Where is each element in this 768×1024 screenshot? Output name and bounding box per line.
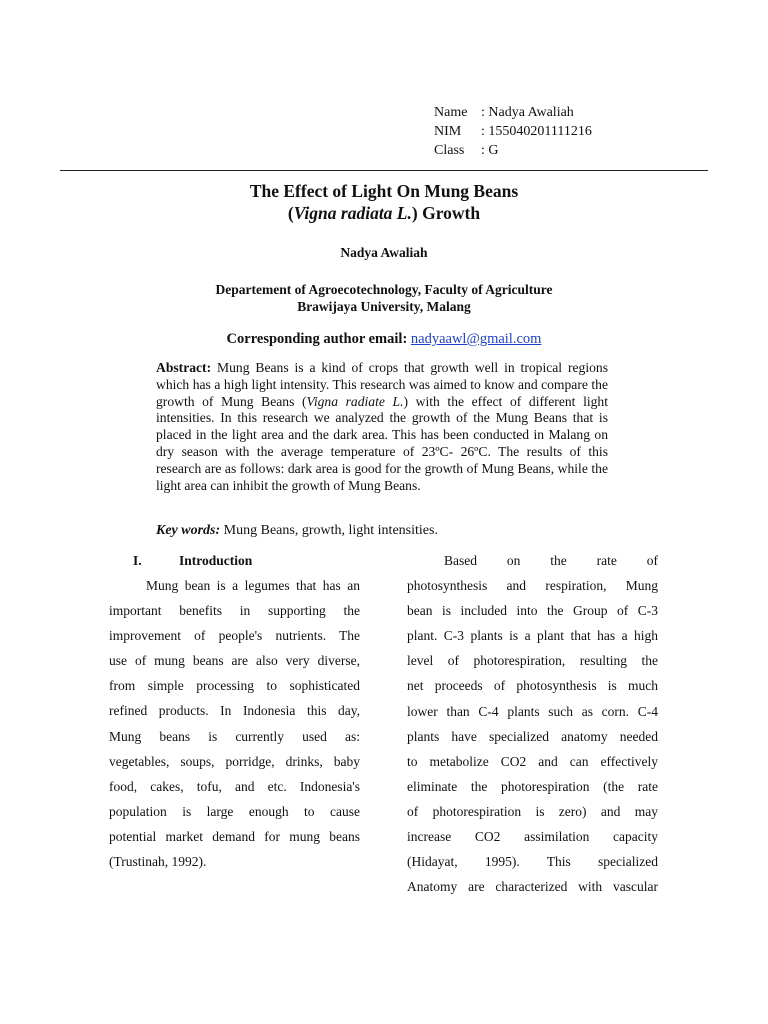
name-label: Name: [434, 105, 468, 120]
corresponding-label: Corresponding author email:: [226, 331, 408, 347]
left-line: from simple processing to sophisticated: [109, 678, 360, 694]
right-line: Based on the rate of: [444, 553, 658, 568]
left-line: improvement of people's nutrients. The: [109, 628, 360, 644]
abstract-species: Vigna radiate L.: [306, 393, 404, 409]
nim-value: : 155040201111216: [481, 124, 592, 139]
name-value: : Nadya Awaliah: [481, 105, 574, 120]
right-line: net proceeds of photosynthesis is much: [407, 678, 658, 694]
section-title: Introduction: [179, 553, 253, 568]
right-line: plant. C-3 plants is a plant that has a high: [407, 628, 658, 644]
right-line: eliminate the photorespiration (the rate: [407, 778, 658, 794]
left-line: vegetables, soups, porridge, drinks, baby: [109, 753, 360, 769]
right-line: plants have specialized anatomy needed: [407, 728, 658, 744]
abstract: [156, 360, 608, 494]
keywords: [156, 522, 608, 540]
right-line: to metabolize CO2 and can effectively: [407, 753, 658, 769]
right-column: [407, 548, 658, 899]
abstract-label: Abstract:: [156, 360, 212, 375]
author-email-link[interactable]: nadyaawl@gmail.com: [410, 331, 542, 347]
student-class: [434, 141, 499, 160]
right-line: bean is included into the Group of C-3: [407, 603, 658, 619]
keywords-text: Mung Beans, growth, light intensities.: [220, 523, 438, 538]
author-name: Nadya Awaliah: [340, 245, 428, 260]
right-line: of photorespiration is zero) and may: [407, 803, 658, 819]
class-label: Class: [434, 143, 465, 158]
abstract-text-1: Mung Beans is a kind of crops that growth well in tropical regions which has a high light intensity. This research was aimed to know and compare the growth of Mung Beans (: [156, 360, 608, 409]
affiliation-line1: Departement of Agroecotechnology, Faculty of Agriculture: [215, 282, 553, 297]
right-line: photosynthesis and respiration, Mung: [407, 578, 658, 594]
class-value: : G: [481, 143, 499, 158]
student-name: [434, 103, 574, 122]
left-line: important benefits in supporting the: [109, 603, 360, 619]
keywords-label: Key words:: [156, 523, 221, 538]
affiliation-line2: Brawijaya University, Malang: [297, 299, 471, 314]
right-line: Anatomy are characterized with vascular: [407, 879, 658, 895]
title-paren-close: ) Growth: [411, 203, 481, 223]
abstract-text-2: ) with the effect of different light intensities. In this research we analyzed the growth of the Mung Beans that is placed in the light area and the dark area. This has been conducted in Malang on dry season with the average temperature of 23ºC- 26ºC. The results of this research are as follows: dark area is good for the growth of Mung Beans, while the light area can inhibit the growth of Mung Beans.: [156, 393, 608, 493]
left-line: population is large enough to cause: [109, 803, 360, 819]
right-line: lower than C-4 plants such as corn. C-4: [407, 703, 658, 719]
student-nim: [434, 122, 592, 141]
left-line: food, cakes, tofu, and etc. Indonesia's: [109, 778, 360, 794]
nim-label: NIM: [434, 124, 462, 139]
title-species: Vigna radiata L.: [293, 203, 412, 223]
header-divider: [60, 170, 708, 171]
right-line: (Hidayat, 1995). This specialized: [407, 854, 658, 870]
right-line: level of photorespiration, resulting the: [407, 653, 658, 669]
left-line: use of mung beans are also very diverse,: [109, 653, 360, 669]
left-line: Mung beans is currently used as:: [109, 728, 360, 744]
title-paren-open: (: [287, 203, 294, 223]
right-line: increase CO2 assimilation capacity: [407, 829, 658, 845]
corresponding-author: [0, 330, 768, 348]
left-line: potential market demand for mung beans: [109, 828, 360, 844]
paper-title-line1: The Effect of Light On Mung Beans: [249, 181, 519, 201]
left-line: refined products. In Indonesia this day,: [109, 703, 360, 719]
left-line: Mung bean is a legumes that has an: [146, 578, 360, 593]
left-column: [109, 573, 360, 874]
left-line: (Trustinah, 1992).: [109, 854, 207, 870]
paper-title-line2: [0, 202, 768, 224]
section-number: I.: [133, 553, 142, 568]
